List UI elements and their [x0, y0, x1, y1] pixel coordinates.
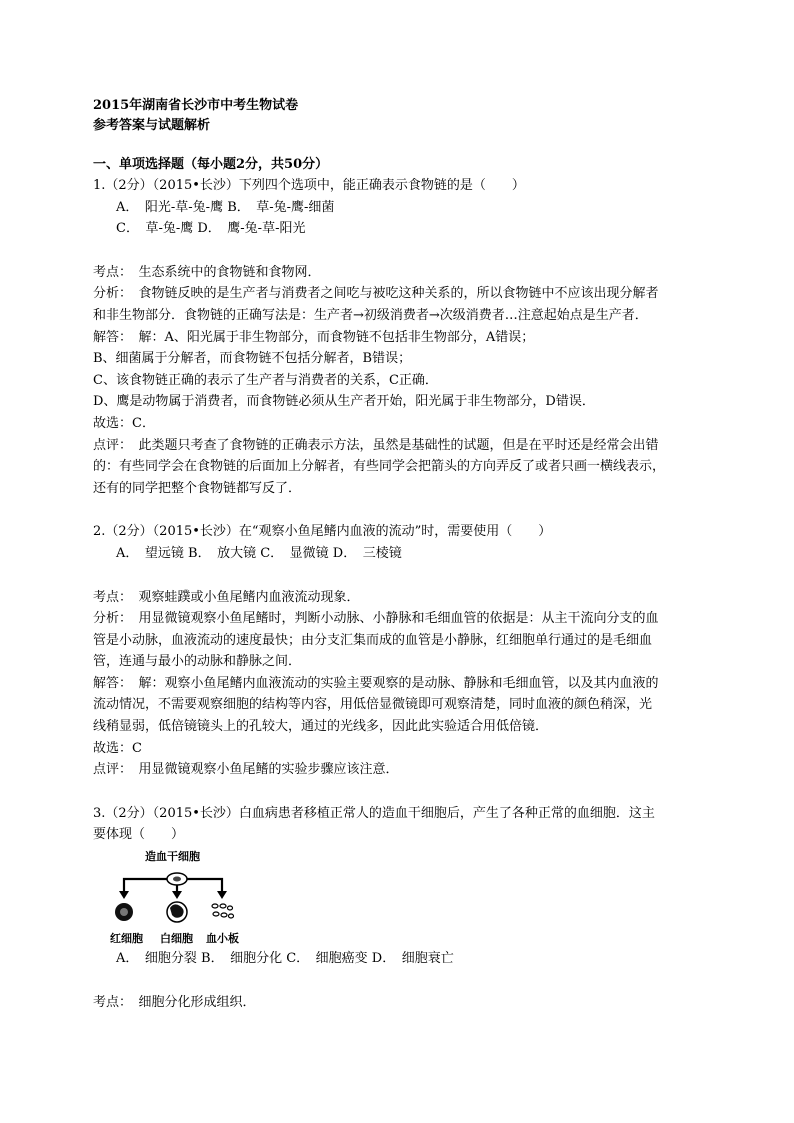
answer: 故选：C	[93, 740, 142, 756]
jieda: D、鹰是动物属于消费者，而食物链必须从生产者开始，阳光属于非生物部分，D错误．	[93, 394, 595, 410]
arrowhead-middle-icon	[172, 891, 182, 899]
arrow-left-icon	[124, 879, 167, 892]
jieda: B、细菌属于分解者，而食物链不包括分解者，B错误；	[93, 351, 412, 367]
dianping: 的：有些同学会在食物链的后面加上分解者，有些同学会把箭头的方向弄反了或者只画一横线表示，	[93, 459, 666, 475]
kaodian: 考点： 细胞分化形成组织．	[93, 994, 256, 1010]
arrow-right-icon	[187, 879, 222, 892]
fenxi: 分析： 用显微镜观察小鱼尾鳍时，判断小动脉、小静脉和毛细血管的依据是：从主干流向分支的血	[93, 611, 659, 627]
platelet-icon	[221, 913, 227, 917]
fenxi: 管是小动脉，血液流动的速度最快；由分支汇集而成的血管是小静脉，红细胞单行通过的是毛细血	[93, 632, 653, 648]
stem-cell-label: 造血干细胞	[145, 850, 200, 864]
jieda: C、该食物链正确的表示了生产者与消费者的关系，C正确．	[93, 372, 438, 388]
question-options: A． 细胞分裂 B． 细胞分化 C． 细胞癌变 D． 细胞衰亡	[116, 951, 454, 967]
jieda: 流动情况，不需要观察细胞的结构等内容，用低倍显微镜即可观察清楚，同时血液的颜色稍深，光	[93, 697, 653, 713]
kaodian: 考点： 生态系统中的食物链和食物网．	[93, 264, 321, 280]
section-heading: 一、单项选择题（每小题2分，共50分）	[93, 157, 329, 172]
fenxi: 管，连通与最小的动脉和静脉之间．	[93, 654, 302, 670]
white-cell-label: 白细胞	[160, 932, 193, 946]
platelet-icon	[229, 914, 234, 918]
dianping: 点评： 此类题只考查了食物链的正确表示方法，虽然是基础性的试题，但是在平时还是经常会出错	[93, 437, 659, 453]
kaodian: 考点： 观察蛙蹼或小鱼尾鳍内血液流动现象．	[93, 589, 360, 605]
question-options: C． 草-兔-鹰 D． 鹰-兔-草-阳光	[116, 221, 306, 237]
fenxi: 分析： 食物链反映的是生产者与消费者之间吃与被吃这种关系的，所以食物链中不应该出现分解者	[93, 286, 659, 302]
jieda: 解答： 解：A、阳光属于非生物部分，而食物链不包括非生物部分，A错误；	[93, 329, 535, 345]
arrowhead-right-icon	[217, 891, 227, 899]
red-cell-center-icon	[120, 908, 128, 916]
question-stem: 2.（2分）（2015•长沙）在“观察小鱼尾鳍内血液的流动”时，需要使用（ ）	[93, 524, 552, 540]
arrowhead-left-icon	[119, 891, 129, 899]
question-stem: 要体现（ ）	[93, 827, 185, 843]
dianping: 点评： 用显微镜观察小鱼尾鳍的实验步骤应该注意．	[93, 762, 399, 778]
question-options: A． 阳光-草-兔-鹰 B． 草-兔-鹰-细菌	[116, 199, 335, 215]
platelet-icon	[220, 904, 226, 908]
question-options: A． 望远镜 B． 放大镜 C． 显微镜 D． 三棱镜	[116, 545, 402, 561]
document-subtitle: 参考答案与试题解析	[93, 118, 211, 133]
platelet-icon	[212, 904, 218, 908]
jieda: 线稍显弱，低倍镜镜头上的孔较大，通过的光线多，因此此实验适合用低倍镜．	[93, 719, 549, 735]
answer: 故选：C．	[93, 415, 155, 431]
exam-document	[93, 96, 705, 1013]
platelet-label: 血小板	[206, 932, 239, 946]
document-title: 2015年湖南省长沙市中考生物试卷	[93, 98, 299, 113]
jieda: 解答： 解：观察小鱼尾鳍内血液流动的实验主要观察的是动脉、静脉和毛细血管，以及其内血液的	[93, 675, 659, 691]
blood-cell-diagram	[110, 848, 260, 948]
dianping: 还有的同学把整个食物链都写反了．	[93, 480, 302, 496]
platelet-icon	[213, 912, 219, 916]
red-cell-label: 红细胞	[110, 932, 143, 946]
question-2	[93, 521, 705, 781]
stem-cell-nucleus-icon	[173, 877, 181, 882]
fenxi: 和非生物部分．食物链的正确写法是：生产者→初级消费者→次级消费者…注意起始点是生产者．	[93, 307, 648, 323]
platelet-icon	[228, 906, 233, 910]
question-3	[93, 803, 705, 1013]
question-stem: 1.（2分）（2015•长沙）下列四个选项中，能正确表示食物链的是（ ）	[93, 178, 525, 193]
question-1	[93, 175, 705, 499]
question-stem: 3.（2分）（2015•长沙）白血病患者移植正常人的造血干细胞后，产生了各种正常的血细胞．这主	[93, 805, 655, 821]
